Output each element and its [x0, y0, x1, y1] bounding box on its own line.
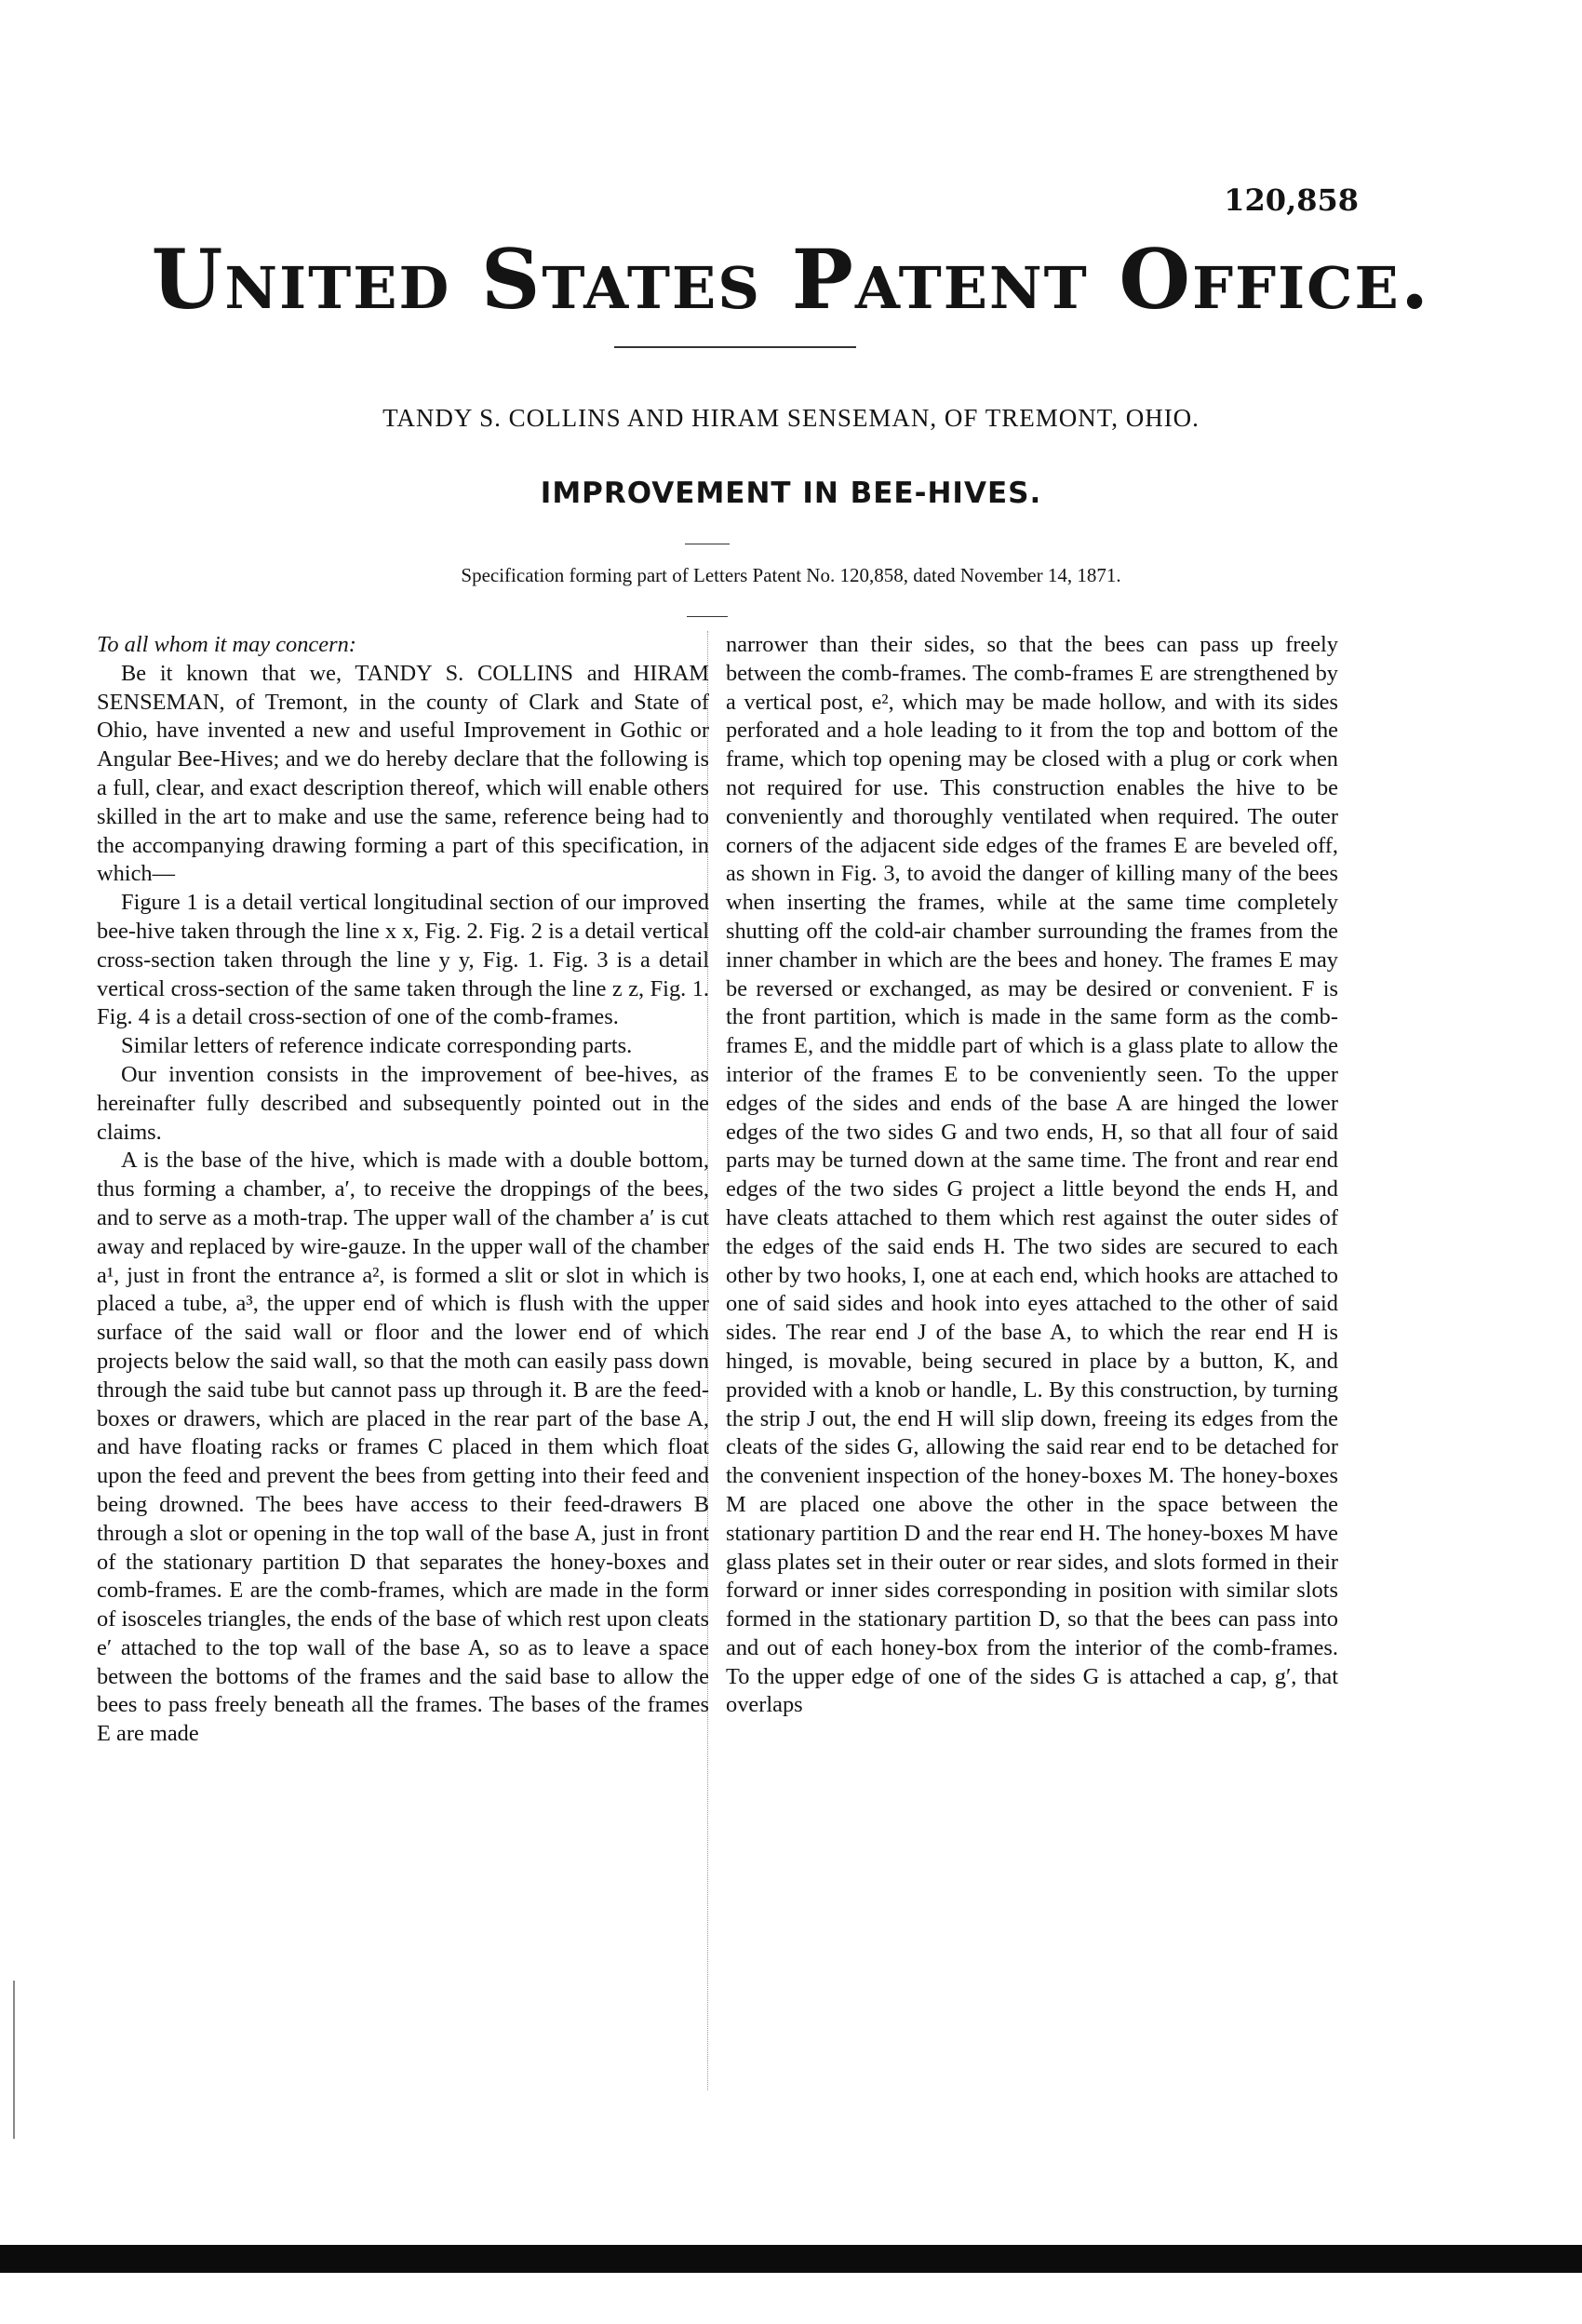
patent-number: 120,858	[1224, 182, 1359, 218]
right-column	[726, 631, 1338, 1720]
invention-title: IMPROVEMENT IN BEE-HIVES.	[540, 477, 1042, 510]
paragraph: Be it known that we, TANDY S. COLLINS and HIRAM SENSEMAN, of Tremont, in the county of Clark and State of Ohio, have invented a new and useful Improvement in Gothic or Angular Bee-Hives; and we do hereby declare that the following is a full, clear, and exact description thereof, which will enable others skilled in the art to make and use the same, reference being had to the accompanying drawing forming a part of this specification, in which—	[97, 660, 709, 887]
short-rule	[687, 616, 728, 617]
paragraph: Similar letters of reference indicate corresponding parts.	[121, 1033, 633, 1059]
left-column	[97, 631, 709, 1749]
paragraph: Figure 1 is a detail vertical longitudinal section of our improved bee-hive taken through the line x x, Fig. 2. Fig. 2 is a detail vertical cross-section taken through the line y y, Fig. 1. Fig. 3 is a detail vertical cross-section of the same taken through the line z z, Fig. 1. Fig. 4 is a detail cross-section of one of the comb-frames.	[97, 890, 709, 1030]
paragraph: Our invention consists in the improvement of bee-hives, as hereinafter fully described and subsequently pointed out in the claims.	[97, 1061, 709, 1145]
specification-line: Specification forming part of Letters Patent No. 120,858, dated November 14, 1871.	[461, 564, 1121, 586]
title-rule	[614, 346, 856, 348]
scan-edge-mark	[13, 1981, 15, 2139]
inventors-line: TANDY S. COLLINS AND HIRAM SENSEMAN, OF TREMONT, OHIO.	[382, 404, 1200, 432]
scan-footer-band	[0, 2245, 1582, 2273]
paragraph: A is the base of the hive, which is made with a double bottom, thus forming a chamber, a′, to receive the droppings of the bees, and to serve as a moth-trap. The upper wall of the chamber a′ is cut away and replaced by wire-gauze. In the upper wall of the chamber a¹, just in front the entrance a², is formed a slit or slot in which is placed a tube, a³, the upper end of which is flush with the upper surface of the said wall or floor and the lower end of which projects below the said wall, so that the moth can easily pass down through the said tube but cannot pass up through it. B are the feed-boxes or drawers, which are placed in the rear part of the base A, and have floating racks or frames C placed in them which float upon the feed and prevent the bees from getting into their feed and being drowned. The bees have access to their feed-drawers B through a slot or opening in the top wall of the base A, just in front of the stationary partition D that separates the honey-boxes and comb-frames. E are the comb-frames, which are made in the form of isosceles triangles, the ends of the base of which rest upon cleats e′ attached to the top wall of the base A, so as to leave a space between the bottoms of the frames and the said base to allow the bees to pass freely beneath all the frames. The bases of the frames E are made	[97, 1148, 709, 1747]
office-title: United States Patent Office.	[151, 231, 1431, 328]
paragraph: narrower than their sides, so that the bees can pass up freely between the comb-frames. The comb-frames E are strengthened by a vertical post, e², which may be made hollow, and with its sides perforated and a hole leading to it from the top and bottom of the frame, which top opening may be closed with a plug or cork when not required for use. This construction enables the hive to be conveniently and thoroughly ventilated when required. The outer corners of the adjacent side edges of the frames E are beveled off, as shown in Fig. 3, to avoid the danger of killing many of the bees when inserting the frames, while at the same time completely shutting off the cold-air chamber surrounding the frames from the inner chamber in which are the bees and honey. The frames E may be reversed or exchanged, as may be desired or convenient. F is the front partition, which is made in the same form as the comb-frames E, and the middle part of which is a glass plate to allow the interior of the frames E to be conveniently seen. To the upper edges of the sides and ends of the base A are hinged the lower edges of the two sides G and two ends, H, so that all four of said parts may be turned down at the same time. The front and rear end edges of the two sides G project a little beyond the ends H, and have cleats attached to them which rest against the outer sides of the edges of the said ends H. The two sides are secured to each other by two hooks, I, one at each end, which hooks are attached to one of said sides and hook into eyes attached to the other of said sides. The rear end J of the base A, to which the rear end H is hinged, is movable, being secured in place by a button, K, and provided with a knob or handle, L. By this construction, by turning the strip J out, the end H will slip down, freeing its edges from the cleats of the sides G, allowing the said rear end to be detached for the convenient inspection of the honey-boxes M. The honey-boxes M are placed one above the other in the space between the stationary partition D and the rear end H. The honey-boxes M have glass plates set in their outer or rear sides, and slots formed in their forward or inner sides corresponding in position with similar slots formed in the stationary partition D, so that the bees can pass into and out of each honey-box from the interior of the comb-frames. To the upper edge of one of the sides G is attached a cap, g′, that overlaps	[726, 632, 1338, 1718]
salutation: To all whom it may concern:	[97, 632, 356, 657]
